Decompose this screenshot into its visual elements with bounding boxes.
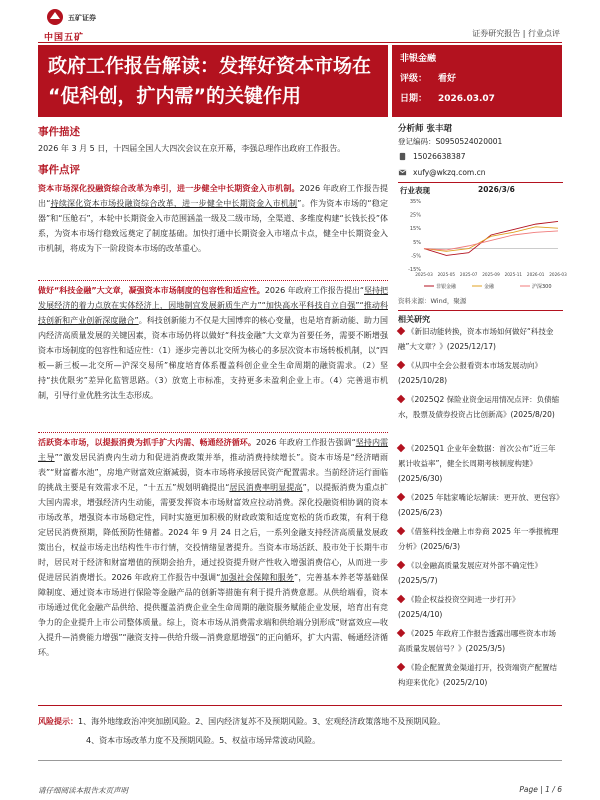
title-line-2: “促科创，扩内需”的关键作用 [48, 85, 301, 107]
p3-underline-3: 加强社会保障和服务 [220, 573, 295, 582]
related-item-text[interactable]: 《从四中全会公报看资本市场发展动向》(2025/10/28) [398, 361, 542, 385]
rating-value: 看好 [438, 74, 457, 84]
paragraph-1 [38, 181, 388, 256]
legend-label: 沪深300 [532, 284, 552, 290]
related-item[interactable] [398, 490, 563, 520]
p1-text-b: ”。作为资本市场的“稳定器”和“压舱石”，本轮中长期资金入市范围涵盖一级及二级市场，全渠道、多维度构建“长钱长投”体系，为资本市场行稳致远奠定了制度基础。加快打通中长期资金入市堵点卡点，健全中长期资金入市机制，将成为下一阶段资本市场的改革重心。 [38, 199, 388, 253]
p3-text-c: ”，以提振消费为重点扩大国内需求，增强经济内生动能，需要发挥资本市场财富效应拉动消费。深化投融资相协调的资本市场改革，增强资本市场稳定性，同时实施更加积极的财政政策和适度宽松的货币政策，有利于稳定居民消费预期，降低预防性储蓄。2024 年 9 月 24 日之后，一系列金融支持经济高质量发展政策出台，权益市场走出结构性牛市行情，交投情绪显著提升。当资本市场活跃、股市处于长期牛市时，居民对于经济和财富增值的预期会抬升，通过投资提升财产性收入增强消费信心，从而进一步促进居民消费增长。2026 年政府工作报告中强调“ [38, 483, 388, 582]
related-item[interactable] [398, 660, 563, 690]
paragraph-3 [38, 435, 388, 660]
p3-underline-2: 居民消费率明显提高 [229, 483, 303, 492]
rating-box [392, 45, 562, 117]
y-tick-label: 5% [413, 239, 421, 246]
series-line-0 [424, 221, 558, 255]
bullet-icon [397, 527, 405, 535]
chart-title: 行业表现 [400, 186, 430, 195]
series-line-1 [424, 227, 558, 251]
x-tick-label: 2025-03 [415, 272, 433, 277]
x-tick-label: 2025-05 [437, 272, 456, 277]
p2-text-a: 2026 年政府工作报告提出“ [264, 286, 364, 295]
bullet-icon [397, 561, 405, 569]
p3-text-d: ”，完善基本养老等基础保障制度、通过资本市场进行保险等金融产品的创新等措施有利于提升消费意愿。从供给端看，资本市场通过优化金融产品供给、提供覆盖消费企业全生命周期的融资服务赋能企业发展，培育出有竞争力的企业提升上市公司整体质量。综上，资本市场从消费需求端和供给端分别形成“财富效应—收入提升—消费能力增强”“融资支持—供给升级—消费意愿增强”的正向循环，扩大内需、畅通经济循环。 [38, 573, 389, 657]
bullet-icon [397, 327, 405, 335]
date-label: 日期： [400, 94, 428, 104]
phone-icon [398, 152, 407, 161]
bullet-icon [397, 395, 405, 403]
analyst-reg: 登记编码：S0950524020001 [398, 137, 503, 146]
related-item[interactable] [398, 558, 563, 588]
related-item-text[interactable]: 《险企配置黄金渠道打开，投资端资产配置结构迎来优化》(2025/2/10) [398, 663, 557, 687]
bullet-icon [397, 444, 405, 452]
p3-text-a: 2026 年政府工作报告强调“ [255, 438, 356, 447]
related-item-text[interactable]: 《以金融高质量发展应对外部不确定性》(2025/5/7) [398, 561, 542, 585]
legend-label: 金融 [484, 284, 495, 290]
related-item-text[interactable]: 《2025Q1 企业年金数据：首次公布“近三年累计收益率”，健全长周期考核制度构建》(2025/6/30) [398, 444, 556, 483]
related-item-text[interactable]: 《险企权益投资空间进一步打开》(2025/4/10) [398, 595, 520, 619]
para-separator [38, 432, 388, 433]
section-event-comment: 事件点评 [38, 164, 80, 176]
risk-label: 风险提示： [38, 717, 78, 726]
risk-line-2: 4、资本市场改革力度不及预期风险。5、权益市场异常波动风险。 [86, 736, 321, 745]
industry-name: 非银金融 [400, 54, 437, 64]
page-number: Page | 1 / 6 [519, 785, 562, 794]
footer-note[interactable]: 请仔细阅读本报告末页声明 [38, 786, 128, 795]
related-item-text[interactable]: 《2025 年政府工作报告透露出哪些资本市场高质量发展信号？》(2025/3/5) [398, 629, 556, 653]
p3-highlight: 活跃资本市场，以提振消费为抓手扩大内需、畅通经济循环。 [38, 438, 256, 447]
y-tick-label: -5% [411, 253, 421, 260]
report-tagline: 证券研究报告 | 行业点评 [472, 29, 560, 38]
x-tick-label: 2026-03 [549, 272, 567, 277]
p3-underline-1: 坚持内需主导 [38, 438, 389, 462]
related-item[interactable] [398, 392, 563, 422]
related-item[interactable] [398, 324, 563, 354]
risk-divider [38, 705, 562, 706]
report-title [38, 45, 388, 117]
p1-underline: 持续深化资本市场投融资综合改革，进一步健全中长期资金入市机制 [50, 199, 298, 208]
chart-svg [398, 197, 567, 295]
related-item-text[interactable]: 《新旧动能转换，资本市场如何做好“科技金融”大文章？》(2025/12/17) [398, 327, 554, 351]
related-item-text[interactable]: 《借鉴科技金融上市券商 2025 年一季报梳理分析》(2025/6/3) [398, 527, 559, 551]
y-tick-label: 35% [409, 199, 421, 205]
section-event-desc: 事件描述 [38, 126, 80, 138]
risk-block [38, 712, 563, 750]
bullet-icon [397, 663, 405, 671]
email-text[interactable]: xufy@wkzq.com.cn [413, 167, 486, 177]
header-divider [38, 42, 562, 43]
industry-chart [398, 182, 567, 294]
related-item[interactable] [398, 626, 563, 656]
footer-divider [38, 760, 562, 761]
chart-source: 资料来源：Wind，聚源 [398, 297, 467, 305]
paragraph-2 [38, 283, 388, 403]
event-text: 2026 年 3 月 5 日，十四届全国人大四次会议在京开幕，李强总理作出政府工作报告。 [38, 144, 346, 153]
p2-underline: 坚持把发展经济的着力点放在实体经济上，因地制宜发展新质生产力”“加快高水平科技自立自强”“推动科技创新和产业创新深度融合” [38, 286, 389, 325]
date-value: 2026.03.07 [438, 94, 495, 104]
x-tick-label: 2026-01 [526, 272, 545, 277]
analyst-name: 分析师 张丰珺 [398, 124, 452, 134]
related-item-text[interactable]: 《2025Q2 保险业资金运用情况点评：负债缩水，股票及债券投资占比创新高》(2025/8/20) [398, 395, 560, 419]
email-icon [398, 168, 407, 177]
risk-line-1: 1、海外地缘政治冲突加剧风险。2、国内经济复苏不及预期风险。3、宏观经济政策落地不及预期风险。 [78, 717, 446, 726]
company-sub-name: 五矿证券 [68, 14, 96, 22]
p2-text-b: 。科技创新能力不仅是大国博弈的核心变量，也是培育新动能、助力国内经济高质量发展的关键因素，资本市场仍将以做好“科技金融”大文章为首要任务，需要不断增强资本市场制度的包容性和适应性：（1）逐步完善以北交所为核心的多层次资本市场转板机制，以“四板—新三板—北交所—沪深交易所”梯度培育体系覆盖科创企业全生命周期的融资需求。（2）坚持“扶优限劣”差异化监管思路。（3）放宽上市标准，支持更多未盈利企业上市。（4）完善退市机制，引导行业优胜劣汰生态形成。 [38, 316, 388, 400]
logo-mark-icon [46, 8, 64, 26]
p2-highlight: 做好“科技金融”大文章，凝强资本市场制度的包容性和适应性。 [38, 286, 265, 295]
rating-label: 评级： [400, 74, 428, 84]
related-item[interactable] [398, 358, 563, 388]
related-item[interactable] [398, 441, 563, 486]
phone-text: 15026638387 [413, 151, 466, 161]
company-logo [38, 8, 118, 42]
y-tick-label: -15% [408, 267, 421, 273]
x-tick-label: 2025-07 [459, 272, 478, 277]
x-tick-label: 2025-09 [482, 272, 500, 277]
y-tick-label: 15% [409, 226, 421, 233]
bullet-icon [397, 361, 405, 369]
x-tick-label: 2025-11 [504, 272, 523, 277]
series-line-2 [424, 231, 558, 250]
para-separator [38, 280, 388, 281]
analyst-email[interactable] [398, 164, 563, 180]
related-item[interactable] [398, 592, 563, 622]
related-item-text[interactable]: 《2025 年陆家嘴论坛解读：更开放、更包容》(2025/6/23) [398, 493, 560, 517]
bullet-icon [397, 629, 405, 637]
company-name: 中国五矿 [44, 33, 85, 43]
bullet-icon [397, 493, 405, 501]
title-line-1: 政府工作报告解读：发挥好资本市场在 [48, 55, 372, 77]
legend-label: 非银金融 [436, 284, 457, 290]
p1-text-a: 2026 年政府工作报告提出“ [38, 184, 388, 208]
related-item[interactable] [398, 524, 563, 554]
analyst-phone [398, 148, 563, 164]
y-tick-label: 25% [409, 212, 421, 219]
related-research-heading: 相关研究 [398, 310, 563, 325]
p1-highlight: 资本市场深化投融资综合改革为牵引，进一步健全中长期资金入市机制。 [38, 184, 300, 193]
p3-text-b: ”“激发居民消费内生动力和促进消费政策并举，推动消费持续增长”。资本市场是“经济晴雨表”“财富蓄水池”，房地产财富效应渐减弱，资本市场将承接居民资产配置需求。当前经济运行面临的挑战主要是有效需求不足，“十五五”规划明确提出“ [38, 453, 388, 492]
chart-date: 2026/3/6 [478, 185, 515, 194]
bullet-icon [397, 595, 405, 603]
